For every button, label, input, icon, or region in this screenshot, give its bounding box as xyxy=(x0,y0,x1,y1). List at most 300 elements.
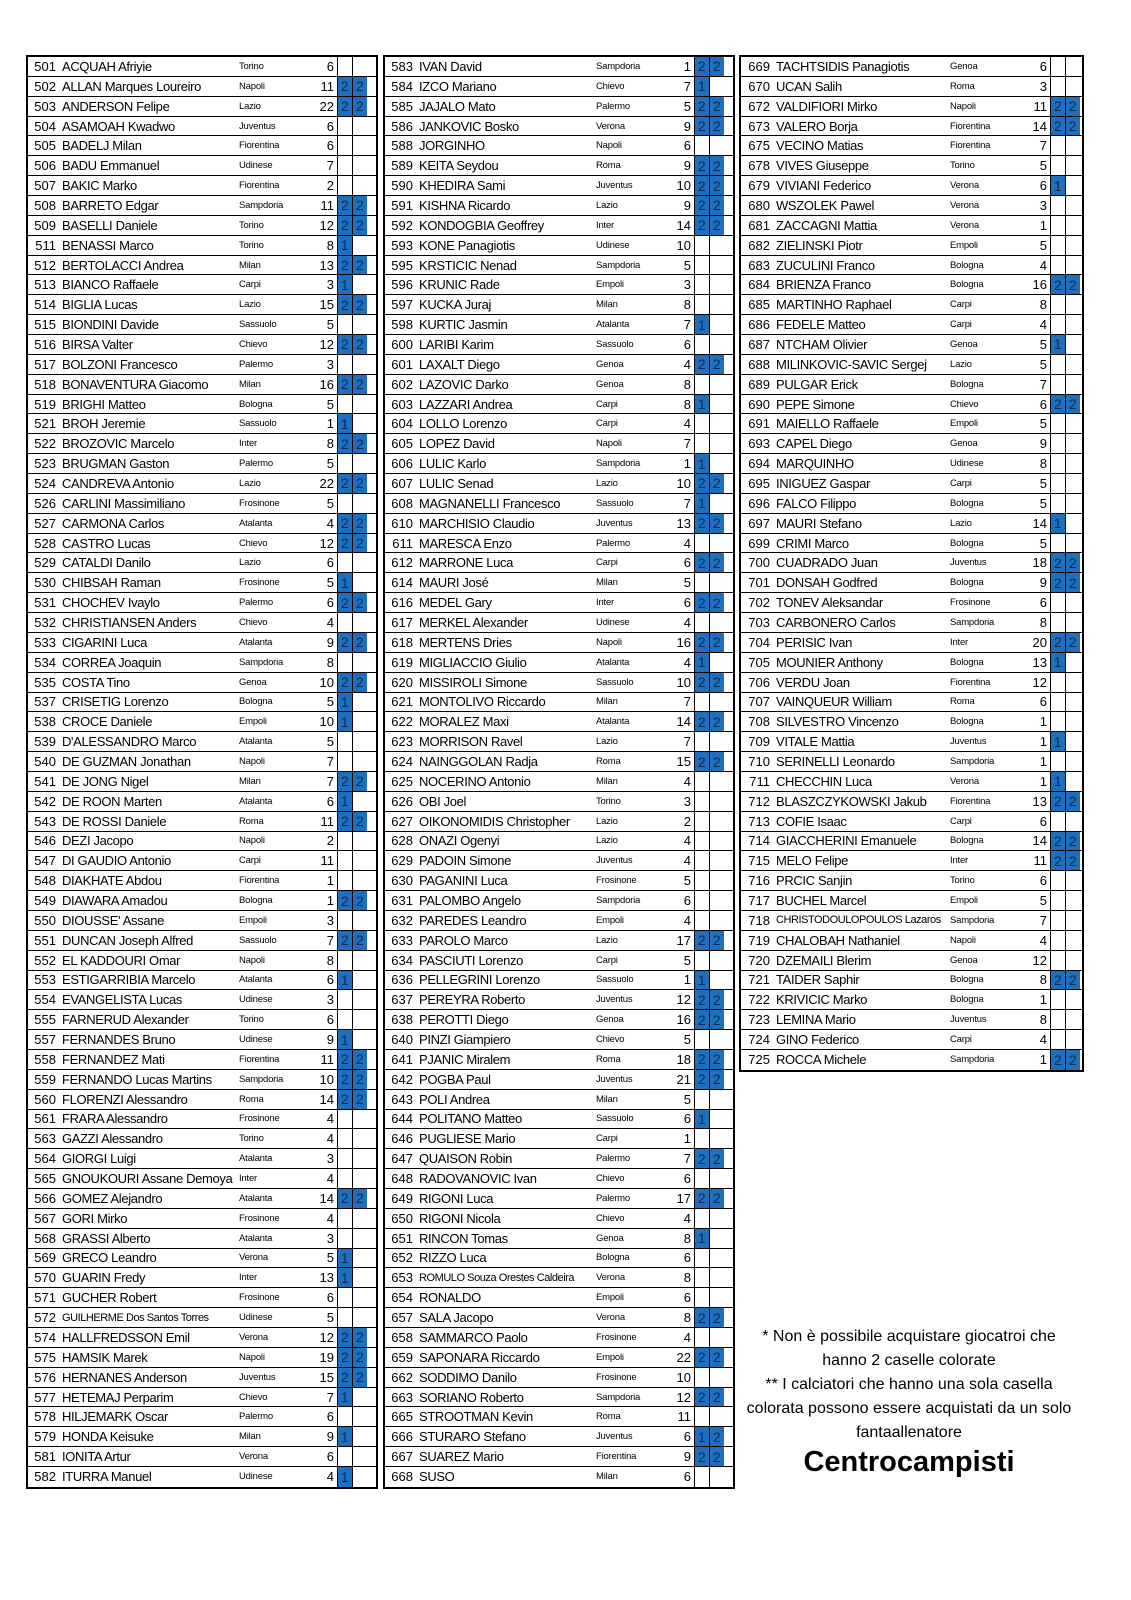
player-row xyxy=(741,891,1082,911)
status-box-2: 2 xyxy=(353,593,368,612)
status-box-2: 2 xyxy=(710,97,725,116)
status-box-2: 2 xyxy=(353,375,368,394)
status-box-1 xyxy=(338,1308,353,1327)
status-box-2: 2 xyxy=(710,712,725,731)
player-number: 537 xyxy=(34,694,56,710)
player-name: CUADRADO Juan xyxy=(776,555,878,571)
status-box-1 xyxy=(338,1229,353,1248)
player-name: DE JONG Nigel xyxy=(62,773,149,789)
player-team: Chievo xyxy=(239,537,268,549)
players-column-3 xyxy=(739,55,1084,1072)
player-team: Napoli xyxy=(596,438,622,450)
player-price: 3 xyxy=(304,275,338,294)
status-box-1: 2 xyxy=(338,1050,353,1069)
player-price: 4 xyxy=(1014,931,1051,950)
status-box-1 xyxy=(695,613,710,632)
status-box-1 xyxy=(338,176,353,195)
player-row xyxy=(741,573,1082,593)
player-price: 6 xyxy=(1014,57,1051,76)
player-row xyxy=(385,732,733,752)
status-box-1: 2 xyxy=(695,593,710,612)
player-number: 689 xyxy=(748,376,770,392)
player-row xyxy=(28,712,376,732)
player-price: 5 xyxy=(661,573,695,592)
status-box-1 xyxy=(1051,355,1066,374)
player-number: 621 xyxy=(391,694,413,710)
player-team: Milan xyxy=(239,378,261,390)
player-price: 2 xyxy=(304,832,338,851)
player-number: 619 xyxy=(391,654,413,670)
player-team: Genoa xyxy=(239,676,267,688)
status-box-1: 2 xyxy=(338,196,353,215)
player-row xyxy=(385,712,733,732)
player-number: 628 xyxy=(391,833,413,849)
player-number: 530 xyxy=(34,575,56,591)
status-box-2 xyxy=(353,156,368,175)
status-box-1: 2 xyxy=(338,434,353,453)
notes xyxy=(740,1325,1078,1445)
status-box-2 xyxy=(1066,414,1081,433)
player-name: CORREA Joaquin xyxy=(62,654,162,670)
player-name: BRIENZA Franco xyxy=(776,277,871,293)
player-number: 627 xyxy=(391,813,413,829)
player-team: Lazio xyxy=(596,199,618,211)
player-number: 662 xyxy=(391,1369,413,1385)
player-number: 710 xyxy=(748,754,770,769)
player-team: Inter xyxy=(596,219,615,231)
player-name: ALLAN Marques Loureiro xyxy=(62,78,201,94)
player-team: Napoli xyxy=(950,934,976,946)
status-box-2: 2 xyxy=(353,772,368,791)
player-row xyxy=(385,1447,733,1467)
player-price: 3 xyxy=(661,275,695,294)
status-box-2 xyxy=(353,1169,368,1188)
status-box-2 xyxy=(353,414,368,433)
player-price: 5 xyxy=(1014,414,1051,433)
player-number: 561 xyxy=(34,1111,56,1127)
player-price: 10 xyxy=(661,1368,695,1387)
status-box-2 xyxy=(1066,772,1081,791)
status-box-1: 2 xyxy=(338,593,353,612)
player-team: Atalanta xyxy=(239,736,273,748)
player-number: 605 xyxy=(391,436,413,452)
player-price: 6 xyxy=(661,553,695,572)
status-box-2: 2 xyxy=(710,216,725,235)
player-number: 718 xyxy=(748,912,770,928)
player-name: IONITA Artur xyxy=(62,1449,131,1465)
player-name: BENASSI Marco xyxy=(62,237,154,253)
player-price: 8 xyxy=(1014,613,1051,632)
player-team: Sassuolo xyxy=(596,974,634,986)
status-box-2: 2 xyxy=(710,633,725,652)
player-team: Lazio xyxy=(239,299,261,311)
player-name: PALOMBO Angelo xyxy=(419,893,521,909)
player-row xyxy=(385,1467,733,1487)
player-number: 596 xyxy=(391,277,413,293)
player-name: ACQUAH Afriyie xyxy=(62,58,152,74)
player-name: DIAWARA Amadou xyxy=(62,893,168,909)
status-box-2: 2 xyxy=(710,1427,725,1446)
player-number: 542 xyxy=(34,793,56,809)
status-box-2: 2 xyxy=(353,434,368,453)
status-box-1: 1 xyxy=(1051,653,1066,672)
player-team: Frosinone xyxy=(596,1371,637,1383)
player-price: 8 xyxy=(304,653,338,672)
player-team: Atalanta xyxy=(239,795,273,807)
status-box-2 xyxy=(353,1447,368,1466)
player-number: 714 xyxy=(748,833,770,849)
player-number: 668 xyxy=(391,1469,413,1485)
player-price: 17 xyxy=(661,1189,695,1208)
player-number: 516 xyxy=(34,336,56,352)
status-box-2 xyxy=(353,712,368,731)
player-row xyxy=(385,454,733,474)
status-box-2 xyxy=(353,792,368,811)
player-team: Lazio xyxy=(239,557,261,569)
player-number: 622 xyxy=(391,714,413,730)
player-price: 1 xyxy=(661,1129,695,1148)
player-price: 12 xyxy=(1014,951,1051,970)
status-box-2 xyxy=(1066,951,1081,970)
player-number: 610 xyxy=(391,515,413,531)
player-number: 663 xyxy=(391,1389,413,1405)
player-name: ZACCAGNI Mattia xyxy=(776,217,877,233)
player-price: 18 xyxy=(1014,553,1051,572)
player-price: 11 xyxy=(1014,97,1051,116)
status-box-2: 2 xyxy=(710,1149,725,1168)
status-box-2 xyxy=(1066,871,1081,890)
player-name: KUCKA Juraj xyxy=(419,297,492,313)
player-number: 509 xyxy=(34,217,56,233)
player-number: 697 xyxy=(748,515,770,531)
player-name: MELO Felipe xyxy=(776,853,849,869)
player-number: 539 xyxy=(34,734,56,750)
player-price: 5 xyxy=(304,1308,338,1327)
player-number: 543 xyxy=(34,813,56,829)
player-row xyxy=(741,653,1082,673)
player-price: 9 xyxy=(661,117,695,136)
player-number: 576 xyxy=(34,1369,56,1385)
player-name: MARESCA Enzo xyxy=(419,535,512,551)
player-price: 5 xyxy=(1014,494,1051,513)
player-row xyxy=(385,573,733,593)
status-box-2: 2 xyxy=(710,1070,725,1089)
status-box-2 xyxy=(353,752,368,771)
player-name: LOPEZ David xyxy=(419,436,495,452)
player-name: BROZOVIC Marcelo xyxy=(62,436,175,452)
player-price: 3 xyxy=(1014,196,1051,215)
status-box-1: 1 xyxy=(338,971,353,990)
status-box-1 xyxy=(695,851,710,870)
player-team: Lazio xyxy=(596,934,618,946)
player-row xyxy=(741,1050,1082,1070)
player-price: 22 xyxy=(661,1348,695,1367)
player-name: GINO Federico xyxy=(776,1032,859,1048)
player-number: 693 xyxy=(748,436,770,452)
player-row xyxy=(28,851,376,871)
player-price: 8 xyxy=(304,951,338,970)
status-box-1 xyxy=(1051,156,1066,175)
player-name: RINCON Tomas xyxy=(419,1230,508,1246)
player-team: Bologna xyxy=(950,378,984,390)
status-box-1: 2 xyxy=(695,553,710,572)
status-box-1 xyxy=(1051,752,1066,771)
player-name: GRASSI Alberto xyxy=(62,1230,151,1246)
player-team: Empoli xyxy=(596,1351,624,1363)
status-box-1: 1 xyxy=(695,971,710,990)
status-box-2: 2 xyxy=(353,1328,368,1347)
player-price: 12 xyxy=(304,534,338,553)
status-box-1 xyxy=(338,355,353,374)
status-box-2 xyxy=(1066,534,1081,553)
player-team: Palermo xyxy=(596,1192,630,1204)
status-box-1 xyxy=(695,434,710,453)
player-price: 8 xyxy=(1014,295,1051,314)
player-name: DONSAH Godfred xyxy=(776,575,878,591)
status-box-2 xyxy=(710,971,725,990)
status-box-2 xyxy=(1066,911,1081,930)
status-box-1 xyxy=(1051,534,1066,553)
status-box-1: 2 xyxy=(338,375,353,394)
player-price: 13 xyxy=(661,514,695,533)
player-price: 6 xyxy=(304,593,338,612)
player-name: LARIBI Karim xyxy=(419,336,494,352)
player-price: 9 xyxy=(304,1030,338,1049)
player-row xyxy=(385,673,733,693)
player-team: Empoli xyxy=(950,418,978,430)
status-box-2 xyxy=(710,236,725,255)
player-team: Sassuolo xyxy=(596,497,634,509)
player-team: Frosinone xyxy=(239,1292,280,1304)
player-name: NOCERINO Antonio xyxy=(419,773,531,789)
player-number: 687 xyxy=(748,336,770,352)
player-team: Sampdoria xyxy=(596,1391,641,1403)
status-box-1: 1 xyxy=(338,236,353,255)
player-name: MAURI José xyxy=(419,575,489,591)
player-name: MEDEL Gary xyxy=(419,595,492,611)
player-team: Roma xyxy=(950,696,975,708)
player-price: 8 xyxy=(1014,1010,1051,1029)
player-number: 555 xyxy=(34,1012,56,1028)
player-team: Bologna xyxy=(950,974,984,986)
status-box-1: 2 xyxy=(338,1070,353,1089)
player-price: 7 xyxy=(661,1149,695,1168)
player-number: 703 xyxy=(748,614,770,630)
player-team: Atalanta xyxy=(596,319,630,331)
status-box-2 xyxy=(353,176,368,195)
player-row xyxy=(28,1110,376,1130)
status-box-2 xyxy=(353,1229,368,1248)
status-box-2 xyxy=(1066,673,1081,692)
player-name: SUAREZ Mario xyxy=(419,1449,504,1465)
player-name: PULGAR Erick xyxy=(776,376,858,392)
player-price: 6 xyxy=(661,1169,695,1188)
status-box-1 xyxy=(695,1467,710,1487)
player-team: Sassuolo xyxy=(239,934,277,946)
player-price: 7 xyxy=(661,693,695,712)
player-team: Roma xyxy=(239,1093,264,1105)
player-number: 654 xyxy=(391,1290,413,1306)
player-number: 650 xyxy=(391,1210,413,1226)
player-price: 11 xyxy=(661,1407,695,1426)
player-name: MAGNANELLI Francesco xyxy=(419,495,561,511)
player-name: POGBA Paul xyxy=(419,1071,491,1087)
player-row xyxy=(741,216,1082,236)
player-number: 588 xyxy=(391,138,413,154)
player-name: PEROTTI Diego xyxy=(419,1012,509,1028)
player-price: 10 xyxy=(661,673,695,692)
player-team: Chievo xyxy=(239,616,268,628)
status-box-2 xyxy=(353,990,368,1009)
status-box-1 xyxy=(338,653,353,672)
status-box-2: 2 xyxy=(353,1189,368,1208)
status-box-2 xyxy=(1066,494,1081,513)
player-name: KURTIC Jasmin xyxy=(419,317,508,333)
player-number: 704 xyxy=(748,634,770,650)
player-row xyxy=(28,474,376,494)
player-price: 14 xyxy=(304,1189,338,1208)
player-team: Napoli xyxy=(596,636,622,648)
player-team: Bologna xyxy=(950,537,984,549)
player-number: 512 xyxy=(34,257,56,273)
player-team: Fiorentina xyxy=(950,120,991,132)
player-row xyxy=(385,1288,733,1308)
player-row xyxy=(385,891,733,911)
status-box-2 xyxy=(353,1388,368,1407)
player-row xyxy=(28,216,376,236)
status-box-1 xyxy=(1051,891,1066,910)
player-team: Frosinone xyxy=(239,1212,280,1224)
player-row xyxy=(741,375,1082,395)
player-row xyxy=(28,1268,376,1288)
player-team: Lazio xyxy=(596,815,618,827)
player-name: VALDIFIORI Mirko xyxy=(776,98,878,114)
status-box-1: 2 xyxy=(1051,1050,1066,1070)
player-row xyxy=(385,256,733,276)
status-box-2 xyxy=(710,812,725,831)
player-number: 591 xyxy=(391,197,413,213)
status-box-2 xyxy=(710,375,725,394)
player-number: 603 xyxy=(391,396,413,412)
player-team: Milan xyxy=(239,775,261,787)
status-box-2 xyxy=(710,295,725,314)
player-row xyxy=(741,553,1082,573)
player-name: FERNANDO Lucas Martins xyxy=(62,1071,212,1087)
player-row xyxy=(28,990,376,1010)
status-box-1: 2 xyxy=(1051,395,1066,414)
player-row xyxy=(28,1169,376,1189)
player-row xyxy=(28,534,376,554)
player-row xyxy=(28,375,376,395)
player-number: 554 xyxy=(34,992,56,1008)
player-price: 7 xyxy=(304,1388,338,1407)
player-price: 4 xyxy=(1014,315,1051,334)
player-team: Verona xyxy=(950,775,979,787)
status-box-1: 2 xyxy=(1051,792,1066,811)
player-name: CATALDI Danilo xyxy=(62,555,151,571)
player-row xyxy=(28,196,376,216)
player-price: 3 xyxy=(304,1229,338,1248)
status-box-1: 2 xyxy=(695,633,710,652)
player-name: MOUNIER Anthony xyxy=(776,654,883,670)
status-box-1: 1 xyxy=(1051,732,1066,751)
status-box-1: 2 xyxy=(338,97,353,116)
player-price: 5 xyxy=(1014,474,1051,493)
player-number: 547 xyxy=(34,853,56,869)
player-name: PRCIC Sanjin xyxy=(776,873,852,889)
player-name: BIANCO Raffaele xyxy=(62,277,159,293)
player-price: 3 xyxy=(304,911,338,930)
status-box-2: 2 xyxy=(1066,971,1081,990)
status-box-2 xyxy=(710,136,725,155)
player-number: 685 xyxy=(748,297,770,313)
player-row xyxy=(385,792,733,812)
player-row xyxy=(385,315,733,335)
player-name: MARQUINHO xyxy=(776,456,854,472)
status-box-2 xyxy=(710,1169,725,1188)
status-box-1: 2 xyxy=(338,1368,353,1387)
player-row xyxy=(385,1308,733,1328)
player-number: 649 xyxy=(391,1190,413,1206)
player-name: MILINKOVIC-SAVIC Sergej xyxy=(776,356,927,372)
player-team: Genoa xyxy=(596,358,624,370)
player-row xyxy=(741,971,1082,991)
player-name: CHRISTIANSEN Anders xyxy=(62,614,197,630)
status-box-2: 2 xyxy=(710,57,725,76)
status-box-1 xyxy=(695,792,710,811)
player-row xyxy=(28,1090,376,1110)
status-box-1: 2 xyxy=(695,156,710,175)
status-box-1: 1 xyxy=(695,1427,710,1446)
player-number: 678 xyxy=(748,158,770,174)
player-number: 505 xyxy=(34,138,56,154)
player-name: JAJALO Mato xyxy=(419,98,496,114)
player-number: 709 xyxy=(748,734,770,750)
status-box-1 xyxy=(695,1030,710,1049)
player-number: 626 xyxy=(391,793,413,809)
status-box-1: 2 xyxy=(1051,971,1066,990)
player-number: 624 xyxy=(391,754,413,769)
player-row xyxy=(28,156,376,176)
status-box-2 xyxy=(353,117,368,136)
status-box-2 xyxy=(1066,355,1081,374)
player-team: Lazio xyxy=(596,736,618,748)
player-number: 575 xyxy=(34,1349,56,1365)
player-name: RIGONI Luca xyxy=(419,1190,494,1206)
status-box-1: 2 xyxy=(695,1010,710,1029)
player-name: MARRONE Luca xyxy=(419,555,514,571)
player-number: 723 xyxy=(748,1012,770,1028)
player-team: Juventus xyxy=(950,1014,987,1026)
player-row xyxy=(385,1388,733,1408)
player-number: 633 xyxy=(391,932,413,948)
player-row xyxy=(28,236,376,256)
player-row xyxy=(385,236,733,256)
player-price: 3 xyxy=(304,1149,338,1168)
player-number: 721 xyxy=(748,972,770,988)
player-team: Palermo xyxy=(596,537,630,549)
player-row xyxy=(28,951,376,971)
player-team: Torino xyxy=(239,1014,264,1026)
player-row xyxy=(741,851,1082,871)
status-box-2 xyxy=(1066,613,1081,632)
status-box-2: 2 xyxy=(710,1189,725,1208)
player-number: 521 xyxy=(34,416,56,432)
player-row xyxy=(385,1189,733,1209)
player-row xyxy=(385,1427,733,1447)
player-row xyxy=(28,693,376,713)
player-team: Torino xyxy=(239,1133,264,1145)
